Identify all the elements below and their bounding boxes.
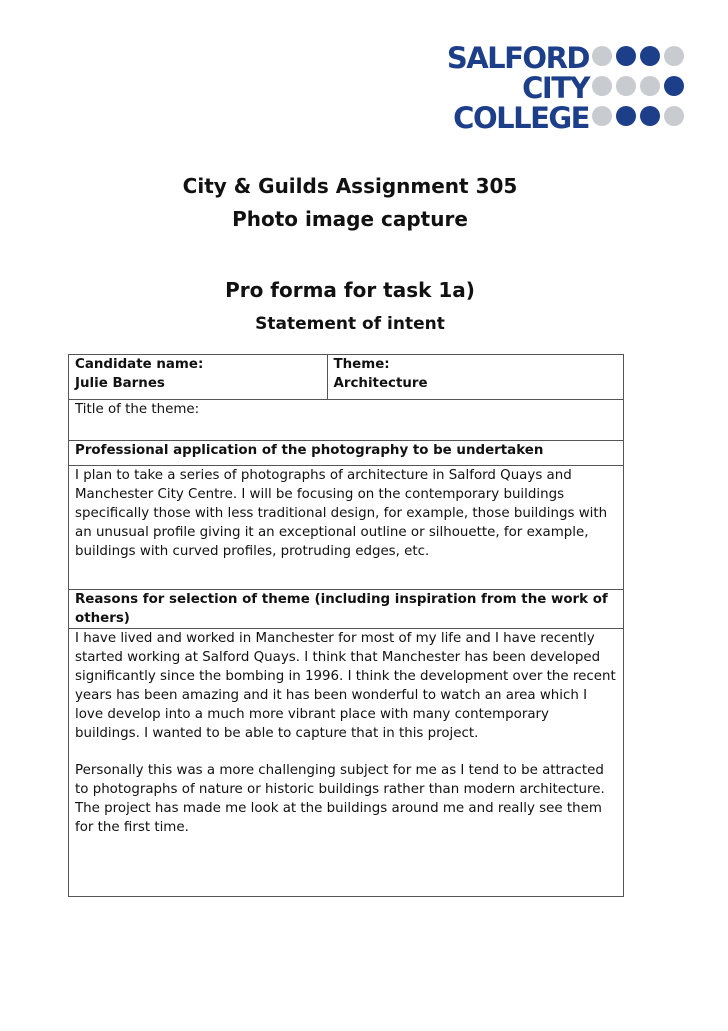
candidate-theme-row xyxy=(69,355,624,400)
assignment-subtitle: Photo image capture xyxy=(232,207,468,231)
college-logo xyxy=(444,40,684,136)
logo-dot-icon xyxy=(664,46,684,66)
logo-dot-icon xyxy=(592,106,612,126)
section2-body xyxy=(69,629,624,897)
section1-heading: Professional application of the photography to be undertaken xyxy=(69,441,624,466)
logo-dot-icon xyxy=(664,106,684,126)
assignment-title: City & Guilds Assignment 305 xyxy=(182,174,518,198)
section2-heading-row xyxy=(69,590,624,629)
section2-paragraph: Personally this was a more challenging subject for me as I tend to be attracted to photographs of nature or historic buildings rather than modern architecture. The project has made me look at the buildings around me and really see them for the first time. xyxy=(75,763,605,835)
section2-paragraph: I have lived and worked in Manchester for most of my life and I have recently started working at Salford Quays. I think that Manchester has been developed significantly since the bombing in 1996. I think the development over the recent years has been amazing and it has been wonderful to watch an area which I love develop into a much more vibrant place with many contemporary buildings. I wanted to be able to capture that in this project. xyxy=(75,631,616,741)
pro-forma-title: Pro forma for task 1a) xyxy=(225,278,475,302)
statement-of-intent-title: Statement of intent xyxy=(255,314,445,334)
logo-dot-icon xyxy=(640,76,660,96)
logo-dot-icon xyxy=(640,46,660,66)
logo-dot-icon xyxy=(616,106,636,126)
logo-dot-icon xyxy=(592,76,612,96)
logo-text-city: CITY xyxy=(522,71,589,105)
section1-heading-row xyxy=(69,441,624,466)
logo-dot-icon xyxy=(616,46,636,66)
statement-form xyxy=(68,354,624,897)
section1-body-row xyxy=(69,466,624,590)
logo-text-salford: SALFORD xyxy=(446,41,589,75)
logo-dot-icon xyxy=(640,106,660,126)
logo-text-college: COLLEGE xyxy=(453,101,589,135)
candidate-name-label: Candidate name: xyxy=(75,357,204,372)
theme-label: Theme: xyxy=(333,357,390,372)
title-row xyxy=(69,400,624,441)
candidate-name-value: Julie Barnes xyxy=(75,376,165,391)
section2-body-row xyxy=(69,629,624,897)
logo-dot-icon xyxy=(616,76,636,96)
theme-cell xyxy=(327,355,623,400)
title-of-theme-label: Title of the theme: xyxy=(69,400,624,441)
logo-dot-icon xyxy=(664,76,684,96)
theme-value: Architecture xyxy=(333,376,428,391)
logo-dot-icon xyxy=(592,46,612,66)
candidate-cell xyxy=(69,355,328,400)
section2-heading: Reasons for selection of theme (including inspiration from the work of others) xyxy=(69,590,624,629)
section1-text: I plan to take a series of photographs of architecture in Salford Quays and Manchester City Centre. I will be focusing on the contemporary buildings specifically those with less traditional design, for example, those buildings with an unusual profile giving it an exceptional outline or silhouette, for example, buildings with curved profiles, protruding edges, etc. xyxy=(69,466,624,590)
